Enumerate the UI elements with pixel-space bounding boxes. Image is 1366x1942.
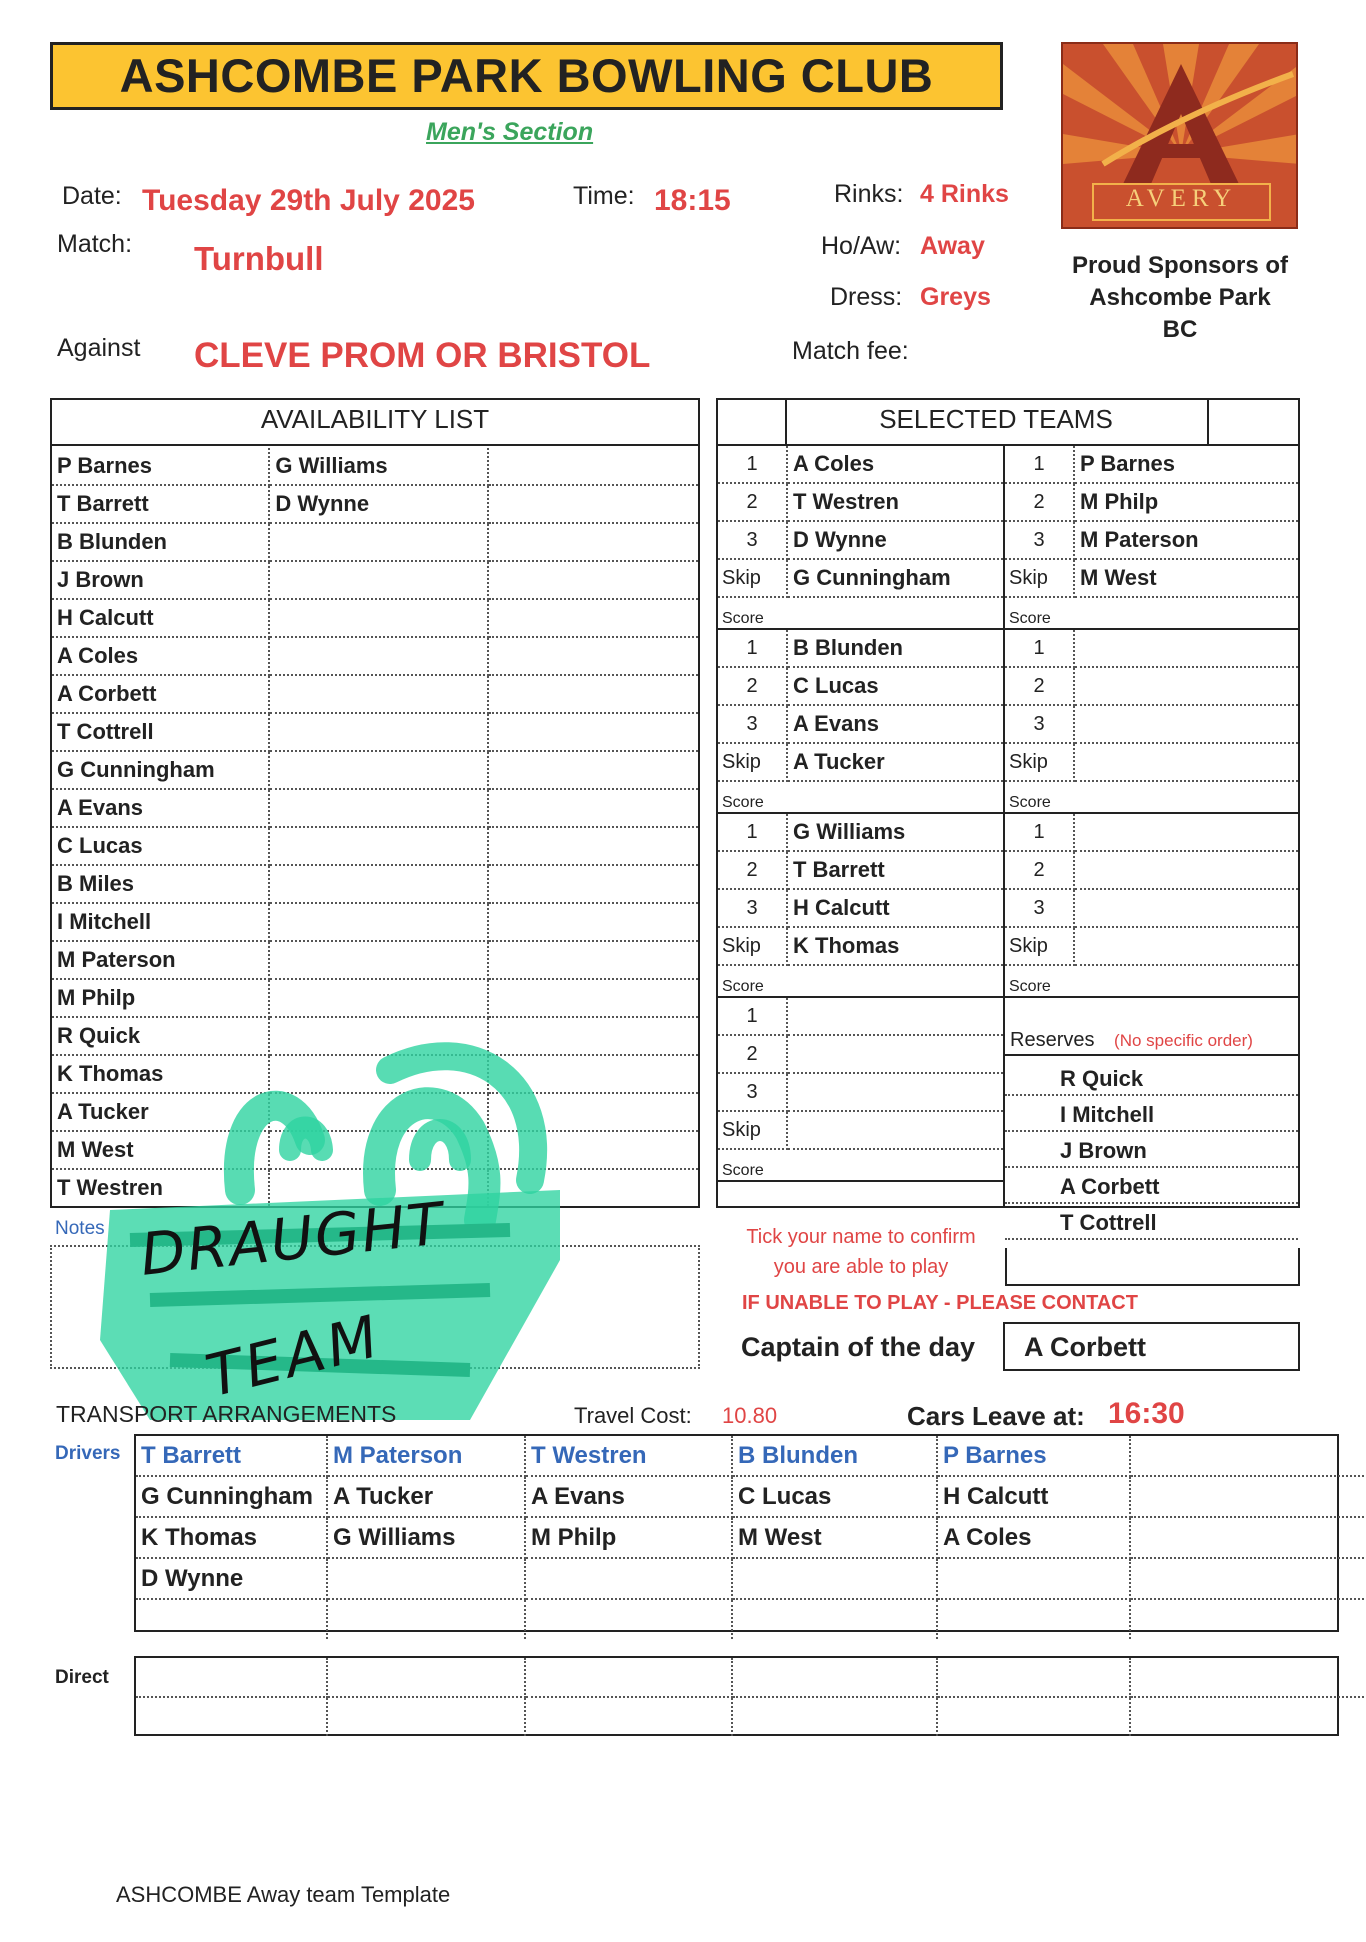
section-subtitle: Men's Section — [426, 118, 594, 146]
club-title: ASHCOMBE PARK BOWLING CLUB — [50, 42, 1003, 110]
table-row — [1005, 814, 1298, 851]
transport-cell[interactable] — [525, 1697, 732, 1736]
player-slot[interactable]: M West — [1074, 559, 1298, 597]
position-label: 1 — [718, 446, 787, 483]
table-row — [52, 561, 698, 599]
score-field[interactable]: Score — [718, 965, 1003, 997]
table-row — [718, 851, 1003, 889]
rinks-right-column — [1005, 446, 1298, 998]
availability-cell[interactable] — [488, 599, 698, 637]
handwritten-draught: DRAUGHT — [137, 1189, 448, 1289]
table-row — [718, 998, 1003, 1035]
availability-cell[interactable] — [269, 865, 488, 903]
availability-cell[interactable] — [488, 713, 698, 751]
table-row — [718, 559, 1003, 597]
cars-leave-label: Cars Leave at: — [907, 1401, 1085, 1431]
table-row — [136, 1517, 1366, 1558]
transport-cell[interactable] — [732, 1558, 937, 1599]
transport-cell[interactable]: A Evans — [525, 1476, 732, 1517]
availability-cell[interactable] — [269, 713, 488, 751]
position-label: 2 — [1005, 483, 1074, 521]
table-row — [136, 1599, 1366, 1639]
player-slot[interactable]: P Barnes — [1074, 446, 1298, 483]
availability-cell[interactable]: B Miles — [52, 865, 269, 903]
table-row — [52, 789, 698, 827]
notes-label: Notes — [55, 1218, 105, 1239]
table-row — [1005, 667, 1298, 705]
direct-table — [136, 1658, 1366, 1736]
captain-value: A Corbett — [1024, 1332, 1146, 1362]
table-row — [52, 865, 698, 903]
against-value: CLEVE PROM OR BRISTOL — [194, 336, 651, 375]
reserve-item[interactable]: J Brown — [1005, 1132, 1298, 1168]
player-slot[interactable]: G Williams — [787, 814, 1003, 851]
availability-cell[interactable]: C Lucas — [52, 827, 269, 865]
transport-cell[interactable] — [525, 1658, 732, 1697]
sponsor-text: Proud Sponsors of Ashcombe Park BC — [1072, 252, 1288, 343]
transport-cell[interactable]: G Cunningham — [136, 1476, 327, 1517]
player-slot[interactable] — [1074, 814, 1298, 851]
position-label: 3 — [1005, 889, 1074, 927]
player-slot[interactable] — [787, 998, 1003, 1035]
transport-cell[interactable]: A Tucker — [327, 1476, 525, 1517]
availability-cell[interactable]: D Wynne — [269, 485, 488, 523]
transport-table — [136, 1436, 1366, 1639]
availability-cell[interactable] — [488, 675, 698, 713]
travel-cost-value: 10.80 — [722, 1403, 778, 1428]
availability-cell[interactable]: A Corbett — [52, 675, 269, 713]
position-label: 3 — [718, 1073, 787, 1111]
player-slot[interactable]: T Westren — [787, 483, 1003, 521]
table-row — [1005, 889, 1298, 927]
sponsor-logo — [1061, 42, 1298, 229]
table-row — [1005, 927, 1298, 965]
position-label: Skip — [718, 559, 787, 597]
position-label: 3 — [718, 705, 787, 743]
transport-cell[interactable] — [525, 1599, 732, 1639]
position-label: Skip — [718, 743, 787, 781]
transport-cell[interactable]: M Philp — [525, 1517, 732, 1558]
availability-cell[interactable] — [488, 523, 698, 561]
transport-cell[interactable]: H Calcutt — [937, 1476, 1130, 1517]
availability-cell[interactable] — [269, 827, 488, 865]
availability-cell[interactable]: B Blunden — [52, 523, 269, 561]
position-label: 1 — [718, 630, 787, 667]
drivers-label: Drivers — [55, 1443, 121, 1464]
player-slot[interactable] — [1074, 705, 1298, 743]
captain-label: Captain of the day — [741, 1332, 976, 1362]
availability-cell[interactable]: A Evans — [52, 789, 269, 827]
rink-1-right — [1005, 446, 1298, 630]
rinks-label: Rinks: — [834, 180, 904, 208]
transport-cell[interactable]: T Westren — [525, 1436, 732, 1476]
transport-cell[interactable] — [327, 1558, 525, 1599]
transport-cell[interactable] — [937, 1658, 1130, 1697]
position-label: 3 — [1005, 705, 1074, 743]
rink-4-left — [718, 998, 1003, 1182]
position-label: 3 — [1005, 521, 1074, 559]
score-field[interactable]: Score — [718, 781, 1003, 813]
availability-cell[interactable]: R Quick — [52, 1017, 269, 1055]
availability-cell[interactable] — [488, 561, 698, 599]
table-row — [52, 979, 698, 1017]
player-slot[interactable] — [1074, 667, 1298, 705]
transport-cell[interactable] — [937, 1599, 1130, 1639]
position-label: 2 — [1005, 851, 1074, 889]
table-row — [52, 827, 698, 865]
transport-cell[interactable] — [732, 1599, 937, 1639]
position-label: 1 — [1005, 814, 1074, 851]
availability-cell[interactable]: G Cunningham — [52, 751, 269, 789]
availability-cell[interactable] — [488, 448, 698, 485]
availability-cell[interactable] — [269, 979, 488, 1017]
hoaw-value: Away — [920, 232, 985, 260]
table-row — [718, 889, 1003, 927]
transport-title: TRANSPORT ARRANGEMENTS — [56, 1401, 397, 1427]
transport-cell[interactable] — [1130, 1599, 1366, 1639]
availability-cell[interactable] — [488, 789, 698, 827]
table-row — [52, 599, 698, 637]
transport-cell[interactable] — [525, 1558, 732, 1599]
availability-cell[interactable]: T Barrett — [52, 485, 269, 523]
availability-cell[interactable] — [269, 561, 488, 599]
availability-cell[interactable]: M Paterson — [52, 941, 269, 979]
availability-cell[interactable] — [269, 751, 488, 789]
transport-cell[interactable] — [1130, 1476, 1366, 1517]
reserve-item[interactable]: R Quick — [1005, 1060, 1298, 1096]
transport-cell[interactable] — [732, 1697, 937, 1736]
transport-cell[interactable] — [327, 1658, 525, 1697]
table-row — [52, 523, 698, 561]
player-slot[interactable]: H Calcutt — [787, 889, 1003, 927]
reserve-item[interactable]: T Cottrell — [1005, 1204, 1298, 1240]
score-field[interactable]: Score — [1005, 597, 1298, 629]
availability-cell[interactable] — [488, 865, 698, 903]
player-slot[interactable] — [1074, 743, 1298, 781]
reserves-list — [1005, 1060, 1298, 1240]
position-label: 2 — [718, 483, 787, 521]
availability-cell[interactable]: I Mitchell — [52, 903, 269, 941]
table-row — [718, 630, 1003, 667]
table-row — [718, 1035, 1003, 1073]
table-row — [52, 637, 698, 675]
table-row — [718, 1073, 1003, 1111]
match-label: Match: — [57, 230, 133, 258]
table-row — [1005, 521, 1298, 559]
table-row — [1005, 559, 1298, 597]
transport-cell[interactable] — [1130, 1697, 1366, 1736]
position-label: Skip — [1005, 927, 1074, 965]
position-label: 3 — [718, 521, 787, 559]
availability-cell[interactable]: H Calcutt — [52, 599, 269, 637]
table-row — [52, 903, 698, 941]
player-slot[interactable]: B Blunden — [787, 630, 1003, 667]
player-slot[interactable]: T Barrett — [787, 851, 1003, 889]
table-row — [718, 521, 1003, 559]
table-row — [52, 485, 698, 523]
transport-cell[interactable] — [136, 1599, 327, 1639]
position-label: 1 — [1005, 630, 1074, 667]
player-slot[interactable] — [1074, 927, 1298, 965]
transport-cell[interactable] — [1130, 1658, 1366, 1697]
table-row — [718, 705, 1003, 743]
table-row — [718, 1111, 1003, 1149]
transport-cell[interactable]: G Williams — [327, 1517, 525, 1558]
availability-cell[interactable] — [269, 675, 488, 713]
availability-cell[interactable] — [269, 903, 488, 941]
transport-cell[interactable]: M Paterson — [327, 1436, 525, 1476]
dress-value: Greys — [920, 283, 991, 311]
table-row — [1005, 851, 1298, 889]
time-value: 18:15 — [654, 184, 731, 217]
transport-cell[interactable]: K Thomas — [136, 1517, 327, 1558]
rink-3-left — [718, 814, 1003, 998]
availability-cell[interactable]: G Williams — [269, 448, 488, 485]
footer-text: ASHCOMBE Away team Template — [116, 1882, 451, 1907]
table-row — [718, 483, 1003, 521]
selected-teams-title: SELECTED TEAMS — [879, 404, 1113, 434]
transport-cell[interactable] — [732, 1658, 937, 1697]
availability-cell[interactable] — [488, 941, 698, 979]
table-row — [1005, 705, 1298, 743]
availability-cell[interactable] — [269, 523, 488, 561]
availability-cell[interactable]: T Cottrell — [52, 713, 269, 751]
availability-cell[interactable] — [488, 637, 698, 675]
player-slot[interactable]: A Evans — [787, 705, 1003, 743]
availability-cell[interactable] — [269, 941, 488, 979]
table-row — [52, 941, 698, 979]
time-label: Time: — [573, 182, 635, 210]
position-label: 1 — [718, 998, 787, 1035]
reserve-item[interactable]: A Corbett — [1005, 1168, 1298, 1204]
date-label: Date: — [62, 182, 122, 210]
rink-2-right — [1005, 630, 1298, 814]
availability-cell[interactable] — [269, 599, 488, 637]
table-row — [1005, 630, 1298, 667]
transport-cell[interactable]: B Blunden — [732, 1436, 937, 1476]
score-field[interactable]: Score — [1005, 965, 1298, 997]
rink-1-left — [718, 446, 1003, 630]
availability-cell[interactable] — [488, 903, 698, 941]
score-field[interactable]: Score — [718, 597, 1003, 629]
table-row — [136, 1436, 1366, 1476]
position-label: 2 — [718, 667, 787, 705]
player-slot[interactable] — [787, 1035, 1003, 1073]
table-row — [52, 713, 698, 751]
table-row — [718, 667, 1003, 705]
player-slot[interactable] — [1074, 630, 1298, 667]
rinks-value: 4 Rinks — [920, 180, 1009, 208]
rink-2-left — [718, 630, 1003, 814]
date-value: Tuesday 29th July 2025 — [142, 184, 475, 217]
table-row — [718, 927, 1003, 965]
travel-cost-label: Travel Cost: — [574, 1403, 692, 1428]
player-slot[interactable] — [787, 1073, 1003, 1111]
position-label: Skip — [1005, 743, 1074, 781]
position-label: Skip — [718, 927, 787, 965]
transport-cell[interactable] — [327, 1599, 525, 1639]
transport-cell[interactable] — [937, 1697, 1130, 1736]
transport-cell[interactable]: A Coles — [937, 1517, 1130, 1558]
transport-cell[interactable] — [1130, 1436, 1366, 1476]
table-row — [1005, 743, 1298, 781]
availability-cell[interactable] — [269, 789, 488, 827]
table-row — [136, 1476, 1366, 1517]
unable-note: IF UNABLE TO PLAY - PLEASE CONTACT — [742, 1292, 1138, 1314]
score-field[interactable]: Score — [718, 1149, 1003, 1181]
player-slot[interactable]: A Tucker — [787, 743, 1003, 781]
transport-cell[interactable]: D Wynne — [136, 1558, 327, 1599]
transport-cell[interactable] — [1130, 1558, 1366, 1599]
availability-cell[interactable]: P Barnes — [52, 448, 269, 485]
availability-cell[interactable]: T Westren — [52, 1169, 269, 1206]
rink-3-right — [1005, 814, 1298, 998]
player-slot[interactable]: M Paterson — [1074, 521, 1298, 559]
player-slot[interactable] — [787, 1111, 1003, 1149]
availability-cell[interactable] — [488, 485, 698, 523]
table-row — [52, 751, 698, 789]
reserve-item[interactable]: I Mitchell — [1005, 1096, 1298, 1132]
player-slot[interactable]: K Thomas — [787, 927, 1003, 965]
cars-leave-value: 16:30 — [1108, 1397, 1185, 1430]
availability-cell[interactable] — [269, 637, 488, 675]
transport-cell[interactable]: P Barnes — [937, 1436, 1130, 1476]
position-label: Skip — [1005, 559, 1074, 597]
player-slot[interactable]: G Cunningham — [787, 559, 1003, 597]
table-row — [1005, 446, 1298, 483]
confirm-note: Tick your name to confirm you are able to play — [746, 1226, 976, 1278]
table-row — [136, 1658, 1366, 1697]
score-field[interactable]: Score — [1005, 781, 1298, 813]
availability-cell[interactable]: A Tucker — [52, 1093, 269, 1131]
hoaw-label: Ho/Aw: — [821, 232, 902, 260]
availability-title: AVAILABILITY LIST — [260, 404, 490, 434]
position-label: 1 — [718, 814, 787, 851]
transport-cell[interactable] — [327, 1697, 525, 1736]
transport-cell[interactable] — [937, 1558, 1130, 1599]
table-row — [52, 448, 698, 485]
availability-cell[interactable]: M Philp — [52, 979, 269, 1017]
availability-cell[interactable]: J Brown — [52, 561, 269, 599]
availability-cell[interactable]: A Coles — [52, 637, 269, 675]
availability-cell[interactable]: M West — [52, 1131, 269, 1169]
availability-cell[interactable] — [488, 979, 698, 1017]
player-slot[interactable]: C Lucas — [787, 667, 1003, 705]
availability-cell[interactable] — [488, 751, 698, 789]
table-row — [136, 1697, 1366, 1736]
transport-cell[interactable]: T Barrett — [136, 1436, 327, 1476]
match-value: Turnbull — [194, 240, 324, 277]
match-fee-label: Match fee: — [792, 337, 909, 365]
table-row — [136, 1558, 1366, 1599]
table-row — [718, 814, 1003, 851]
dress-label: Dress: — [830, 283, 903, 311]
table-row — [718, 446, 1003, 483]
direct-label: Direct — [55, 1667, 109, 1688]
table-row — [718, 743, 1003, 781]
position-label: 2 — [718, 1035, 787, 1073]
transport-cell[interactable] — [136, 1658, 327, 1697]
logo-text: AVERY — [1125, 185, 1238, 212]
rinks-left-column — [718, 446, 1003, 1182]
availability-cell[interactable]: K Thomas — [52, 1055, 269, 1093]
position-label: 2 — [718, 851, 787, 889]
player-slot[interactable] — [1074, 851, 1298, 889]
transport-cell[interactable] — [1130, 1517, 1366, 1558]
position-label: 1 — [1005, 446, 1074, 483]
position-label: Skip — [718, 1111, 787, 1149]
handwritten-team: TEAM — [199, 1301, 389, 1411]
player-slot[interactable] — [1074, 889, 1298, 927]
position-label: 2 — [1005, 667, 1074, 705]
player-slot[interactable]: D Wynne — [787, 521, 1003, 559]
availability-cell[interactable] — [488, 827, 698, 865]
transport-cell[interactable]: M West — [732, 1517, 937, 1558]
against-label: Against — [57, 334, 141, 362]
player-slot[interactable]: M Philp — [1074, 483, 1298, 521]
position-label: 3 — [718, 889, 787, 927]
player-slot[interactable]: A Coles — [787, 446, 1003, 483]
table-row — [52, 675, 698, 713]
transport-cell[interactable]: C Lucas — [732, 1476, 937, 1517]
table-row — [1005, 483, 1298, 521]
reserves-header: Reserves (No specific order) — [1005, 1020, 1298, 1056]
transport-cell[interactable] — [136, 1697, 327, 1736]
